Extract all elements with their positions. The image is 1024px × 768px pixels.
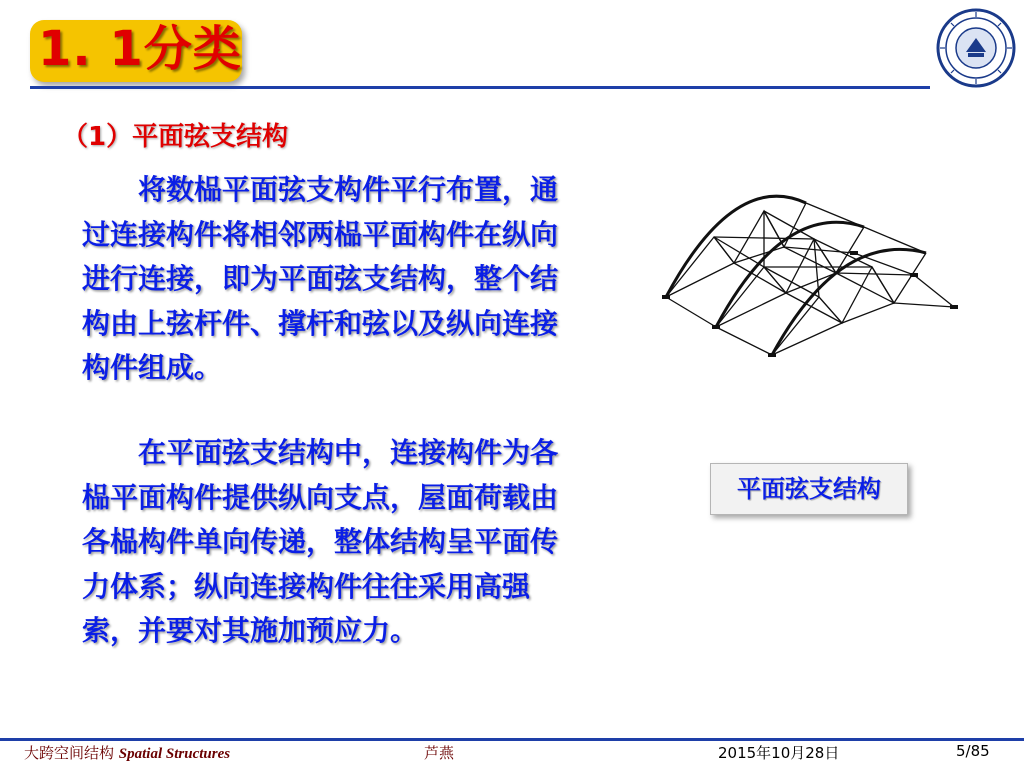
- planar-string-structure-figure: [614, 175, 974, 365]
- slide-title: 1. 1分类: [38, 21, 242, 77]
- footer-author: 芦燕: [424, 744, 455, 762]
- footer-course-cn: 大跨空间结构: [24, 744, 115, 762]
- subheading: （1）平面弦支结构: [62, 122, 289, 152]
- footer-page-number: 5/85: [956, 742, 990, 760]
- paragraph-load-path: 在平面弦支结构中，连接构件为各榀平面构件提供纵向支点，屋面荷载由各榀构件单向传递，整体结构呈平面传力体系；纵向连接构件往往采用高强索，并要对其施加预应力。: [82, 436, 559, 647]
- university-seal-logo: [936, 8, 1016, 88]
- footer-date: 2015年10月28日: [718, 744, 840, 762]
- top-divider: [30, 86, 930, 89]
- figure-caption-box: [710, 463, 908, 515]
- figure-caption: 平面弦支结构: [737, 475, 881, 503]
- paragraph-definition: 将数榀平面弦支构件平行布置，通过连接构件将相邻两榀平面构件在纵向进行连接，即为平面弦支结构，整个结构由上弦杆件、撑杆和弦以及纵向连接构件组成。: [82, 173, 559, 384]
- footer-course-en: Spatial Structures: [118, 746, 231, 762]
- bottom-divider: [0, 738, 1024, 741]
- footer-course: [24, 742, 230, 763]
